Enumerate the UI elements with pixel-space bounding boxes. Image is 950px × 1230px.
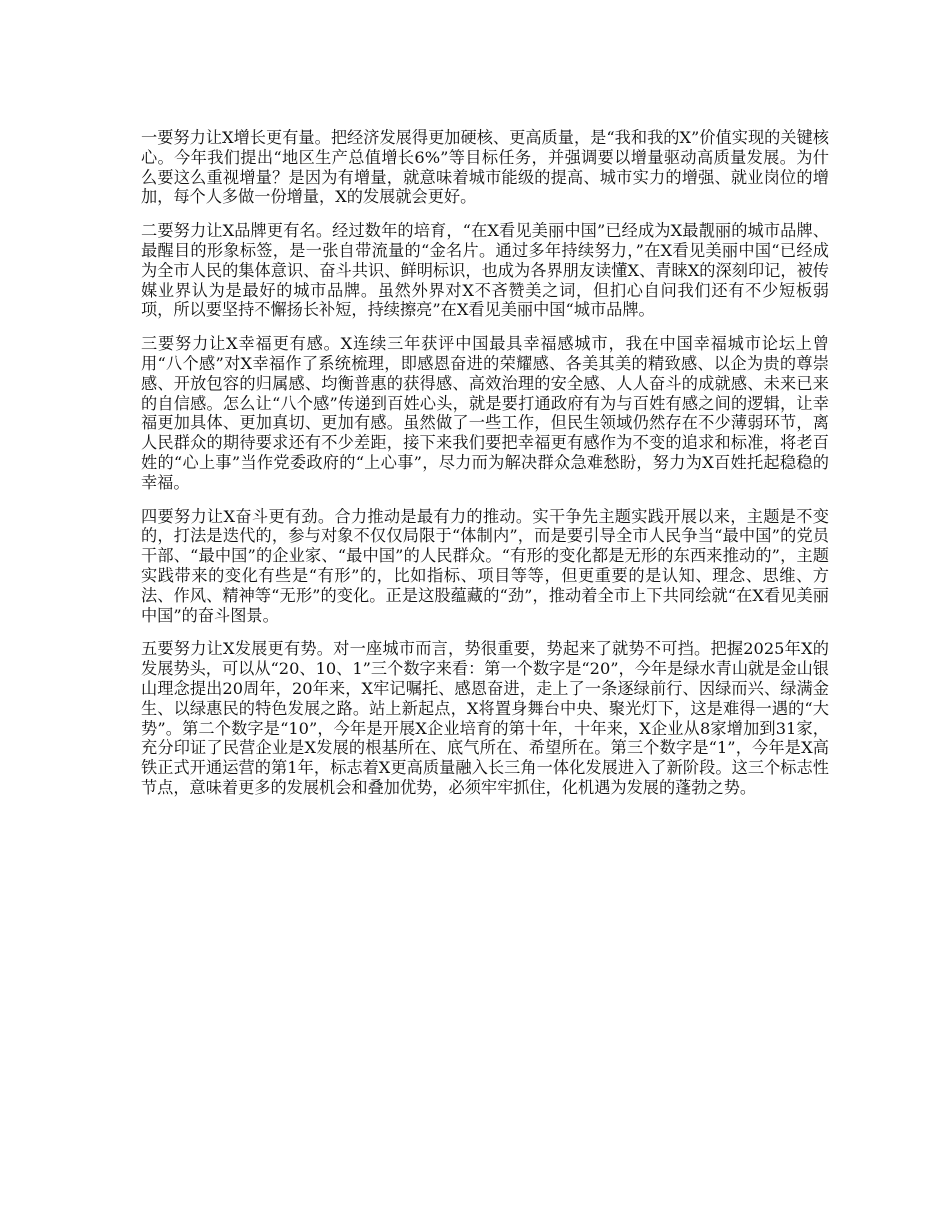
paragraph-growth: 一要努力让X增长更有量。把经济发展得更加硬核、更高质量，是“我和我的X”价值实现的关键核心。今年我们提出“地区生产总值增长6%”等目标任务，并强调要以增量驱动高质量发展。为什么要这么重视增量？是因为有增量，就意味着城市能级的提高、城市实力的增强、就业岗位的增加，每个人多做一份增量，X的发展就会更好。 xyxy=(141,128,829,207)
paragraph-brand: 二要努力让X品牌更有名。经过数年的培育，“在X看见美丽中国”已经成为X最靓丽的城市品牌、最醒目的形象标签，是一张自带流量的“金名片。通过多年持续努力，”在X看见美丽中国“已经成为全市人民的集体意识、奋斗共识、鲜明标识，也成为各界朋友读懂X、青睐X的深刻印记，被传媒业界认为是最好的城市品牌。虽然外界对X不吝赞美之词，但扪心自问我们还有不少短板弱项，所以要坚持不懈扬长补短，持续擦亮”在X看见美丽中国“城市品牌。 xyxy=(141,221,829,320)
paragraph-momentum: 五要努力让X发展更有势。对一座城市而言，势很重要，势起来了就势不可挡。把握2025年X的发展势头，可以从“20、10、1”三个数字来看：第一个数字是“20”，今年是绿水青山就是金山银山理念提出20周年，20年来，X牢记嘱托、感恩奋进，走上了一条逐绿前行、因绿而兴、绿满金生、以绿惠民的特色发展之路。站上新起点，X将置身舞台中央、聚光灯下，这是难得一遇的“大势”。第二个数字是“10”，今年是开展X企业培育的第十年，十年来，X企业从8家增加到31家，充分印证了民营企业是X发展的根基所在、底气所在、希望所在。第三个数字是“1”，今年是X高铁正式开通运营的第1年，标志着X更高质量融入长三角一体化发展进入了新阶段。这三个标志性节点，意味着更多的发展机会和叠加优势，必须牢牢抓住，化机遇为发展的蓬勃之势。 xyxy=(141,639,829,797)
paragraph-happiness: 三要努力让X幸福更有感。X连续三年获评中国最具幸福感城市，我在中国幸福城市论坛上曾用“八个感”对X幸福作了系统梳理，即感恩奋进的荣耀感、各美其美的精致感、以企为贵的尊崇感、开放包容的归属感、均衡普惠的获得感、高效治理的安全感、人人奋斗的成就感、未来已来的自信感。怎么让“八个感”传递到百姓心头，就是要打通政府有为与百姓有感之间的逻辑，让幸福更加具体、更加真切、更加有感。虽然做了一些工作，但民生领域仍然存在不少薄弱环节，离人民群众的期待要求还有不少差距，接下来我们要把幸福更有感作为不变的追求和标准，将老百姓的“心上事”当作党委政府的“上心事”，尽力而为解决群众急难愁盼，努力为X百姓托起稳稳的幸福。 xyxy=(141,334,829,492)
paragraph-striving: 四要努力让X奋斗更有劲。合力推动是最有力的推动。实干争先主题实践开展以来，主题是不变的，打法是迭代的，参与对象不仅仅局限于“体制内”，而是要引导全市人民争当“最中国”的党员干部、“最中国”的企业家、“最中国”的人民群众。“有形的变化都是无形的东西来推动的”，主题实践带来的变化有些是“有形”的，比如指标、项目等等，但更重要的是认知、理念、思维、方法、作风、精神等“无形”的变化。正是这股蕴藏的“劲”，推动着全市上下共同绘就“在X看见美丽中国”的奋斗图景。 xyxy=(141,506,829,625)
document-body xyxy=(141,128,829,812)
